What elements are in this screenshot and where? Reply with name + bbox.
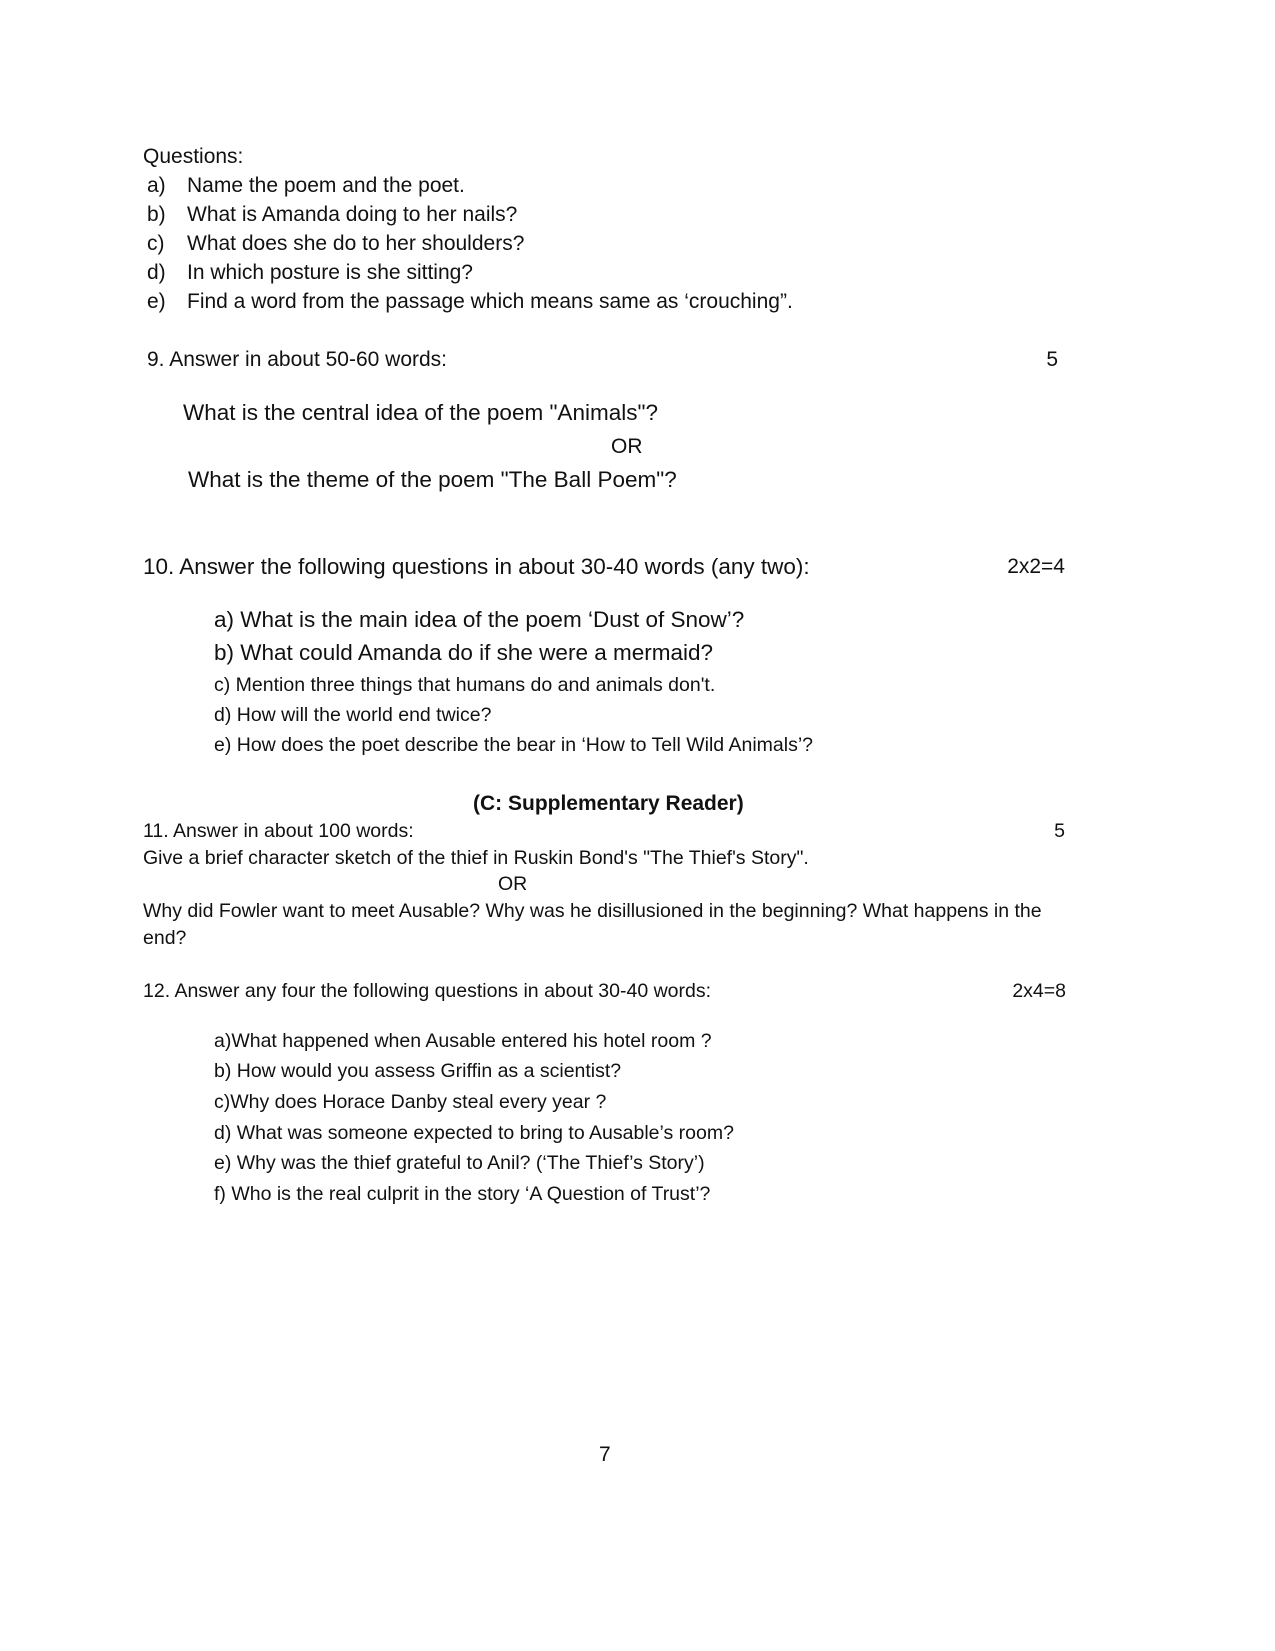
- list-item: [147, 174, 465, 198]
- list-item: [147, 203, 517, 227]
- list-item: e) Why was the thief grateful to Anil? (‘The Thief’s Story’): [214, 1152, 705, 1174]
- item-label: c): [147, 232, 165, 255]
- list-item: [147, 232, 524, 256]
- list-item: a) What is the main idea of the poem ‘Dust of Snow’?: [214, 607, 745, 632]
- item-text: What does she do to her shoulders?: [187, 232, 525, 255]
- question-9-option-1: What is the central idea of the poem "Animals"?: [183, 400, 658, 425]
- item-label: d): [147, 261, 166, 284]
- question-10-marks: 2x2=4: [1007, 555, 1065, 578]
- page-number: 7: [599, 1443, 611, 1466]
- list-item: d) What was someone expected to bring to Ausable’s room?: [214, 1122, 734, 1144]
- or-separator: OR: [498, 873, 528, 895]
- item-label: e): [147, 290, 166, 313]
- list-item: [147, 290, 793, 314]
- list-item: d) How will the world end twice?: [214, 704, 492, 726]
- list-item: e) How does the poet describe the bear in ‘How to Tell Wild Animals’?: [214, 734, 814, 756]
- question-9-marks: 5: [1046, 348, 1058, 371]
- question-12-marks: 2x4=8: [1012, 980, 1066, 1002]
- question-9-option-2: What is the theme of the poem "The Ball Poem"?: [188, 467, 677, 492]
- question-11-marks: 5: [1054, 820, 1065, 842]
- section-heading: (C: Supplementary Reader): [473, 792, 744, 815]
- list-item: b) What could Amanda do if she were a mermaid?: [214, 640, 713, 665]
- item-label: b): [147, 203, 166, 226]
- list-item: c)Why does Horace Danby steal every year ?: [214, 1091, 607, 1113]
- question-12-title: 12. Answer any four the following questions in about 30-40 words:: [143, 980, 712, 1002]
- question-11-option-2: Why did Fowler want to meet Ausable? Why was he disillusioned in the beginning? What happens in the: [143, 900, 1042, 922]
- question-9-title: 9. Answer in about 50-60 words:: [147, 348, 448, 371]
- list-item: f) Who is the real culprit in the story ‘A Question of Trust’?: [214, 1183, 711, 1205]
- question-11-option-2-cont: end?: [143, 927, 187, 949]
- question-10-title: 10. Answer the following questions in about 30-40 words (any two):: [143, 554, 810, 579]
- or-separator: OR: [611, 435, 643, 458]
- item-text: Name the poem and the poet.: [187, 174, 465, 197]
- item-text: Find a word from the passage which means same as ‘crouching”.: [187, 290, 793, 313]
- question-11-title: 11. Answer in about 100 words:: [143, 820, 414, 842]
- list-item: [147, 261, 473, 285]
- questions-heading: Questions:: [143, 145, 244, 168]
- question-11-option-1: Give a brief character sketch of the thief in Ruskin Bond's "The Thief's Story".: [143, 847, 809, 869]
- item-text: What is Amanda doing to her nails?: [187, 203, 518, 226]
- list-item: a)What happened when Ausable entered his hotel room ?: [214, 1030, 712, 1052]
- list-item: b) How would you assess Griffin as a scientist?: [214, 1060, 622, 1082]
- item-text: In which posture is she sitting?: [187, 261, 473, 284]
- item-label: a): [147, 174, 166, 197]
- list-item: c) Mention three things that humans do and animals don't.: [214, 674, 716, 696]
